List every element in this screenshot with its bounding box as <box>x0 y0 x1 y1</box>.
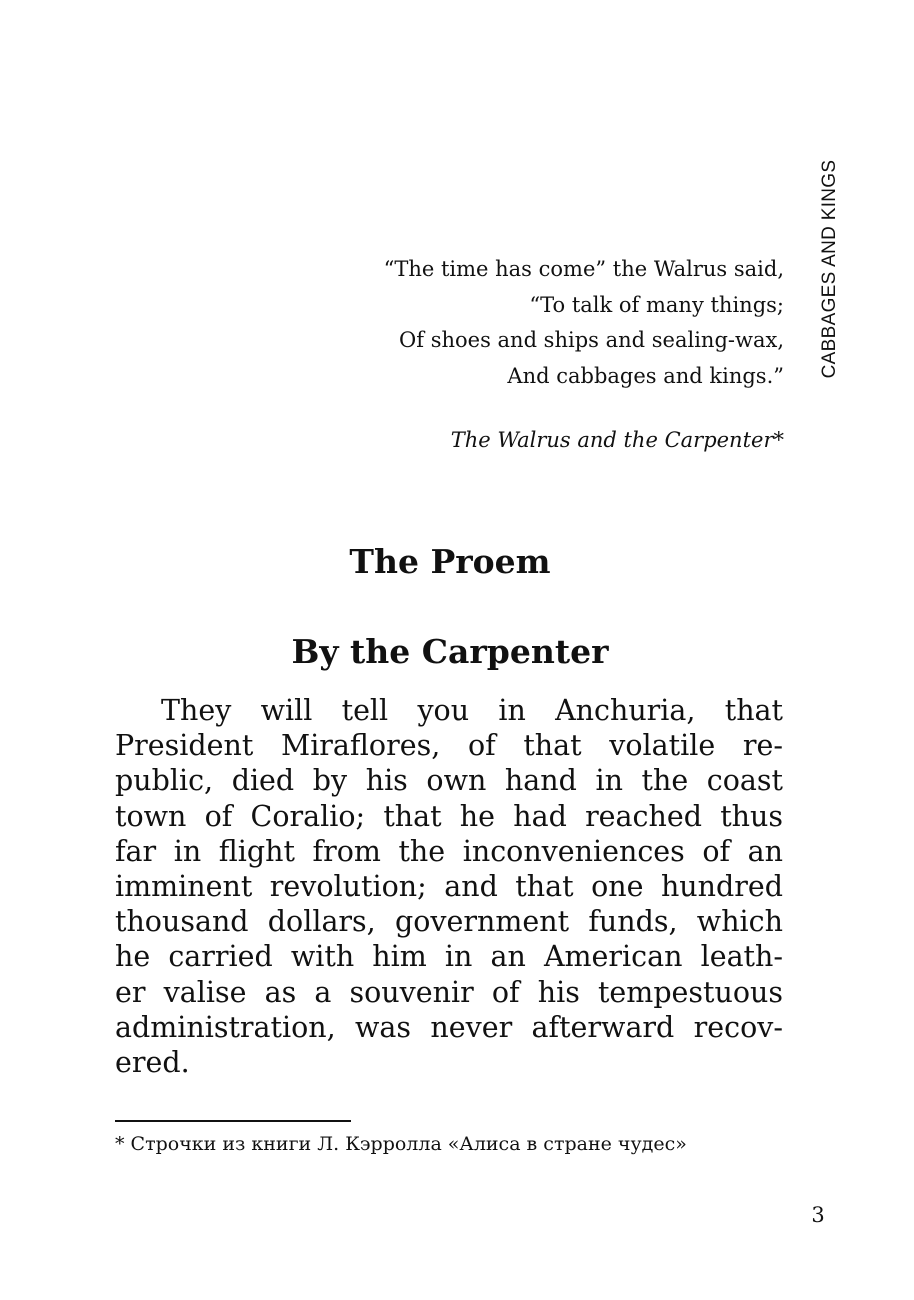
body-line: public, died by his own hand in the coast <box>115 764 783 798</box>
body-line: town of Coralio; that he had reached thus <box>115 799 783 833</box>
body-line: far in flight from the inconveniences of an <box>115 834 783 868</box>
footnote: * Строчки из книги Л. Кэрролла «Алиса в стране чудес» <box>115 1133 687 1155</box>
page-number: 3 <box>811 1203 825 1227</box>
footnote-divider <box>115 1120 351 1122</box>
running-head-text: CABBAGES AND KINGS <box>819 159 840 379</box>
body-paragraph <box>115 693 783 1080</box>
chapter-subtitle: By the Carpenter <box>291 632 609 671</box>
epigraph-line: And cabbages and kings.” <box>507 363 784 388</box>
body-line: he carried with him in an American leath- <box>115 940 783 974</box>
epigraph-line: Of shoes and ships and sealing-wax, <box>399 328 784 352</box>
body-line: er valise as a souvenir of his tempestuous <box>115 975 783 1009</box>
body-line: They will tell you in Anchuria, that <box>161 694 783 727</box>
epigraph-source: The Walrus and the Carpenter* <box>450 428 784 452</box>
running-head <box>800 138 860 400</box>
chapter-title: The Proem <box>349 542 551 581</box>
epigraph <box>384 252 784 394</box>
body-line: administration, was never afterward recov- <box>115 1010 783 1044</box>
body-line: ered. <box>115 1046 190 1080</box>
body-line: thousand dollars, government funds, which <box>115 905 783 939</box>
body-line: imminent revolution; and that one hundred <box>115 870 783 904</box>
epigraph-line: “To talk of many things; <box>529 292 784 317</box>
body-line: President Miraflores, of that volatile re- <box>115 729 783 763</box>
epigraph-line: “The time has come” the Walrus said, <box>383 257 784 281</box>
